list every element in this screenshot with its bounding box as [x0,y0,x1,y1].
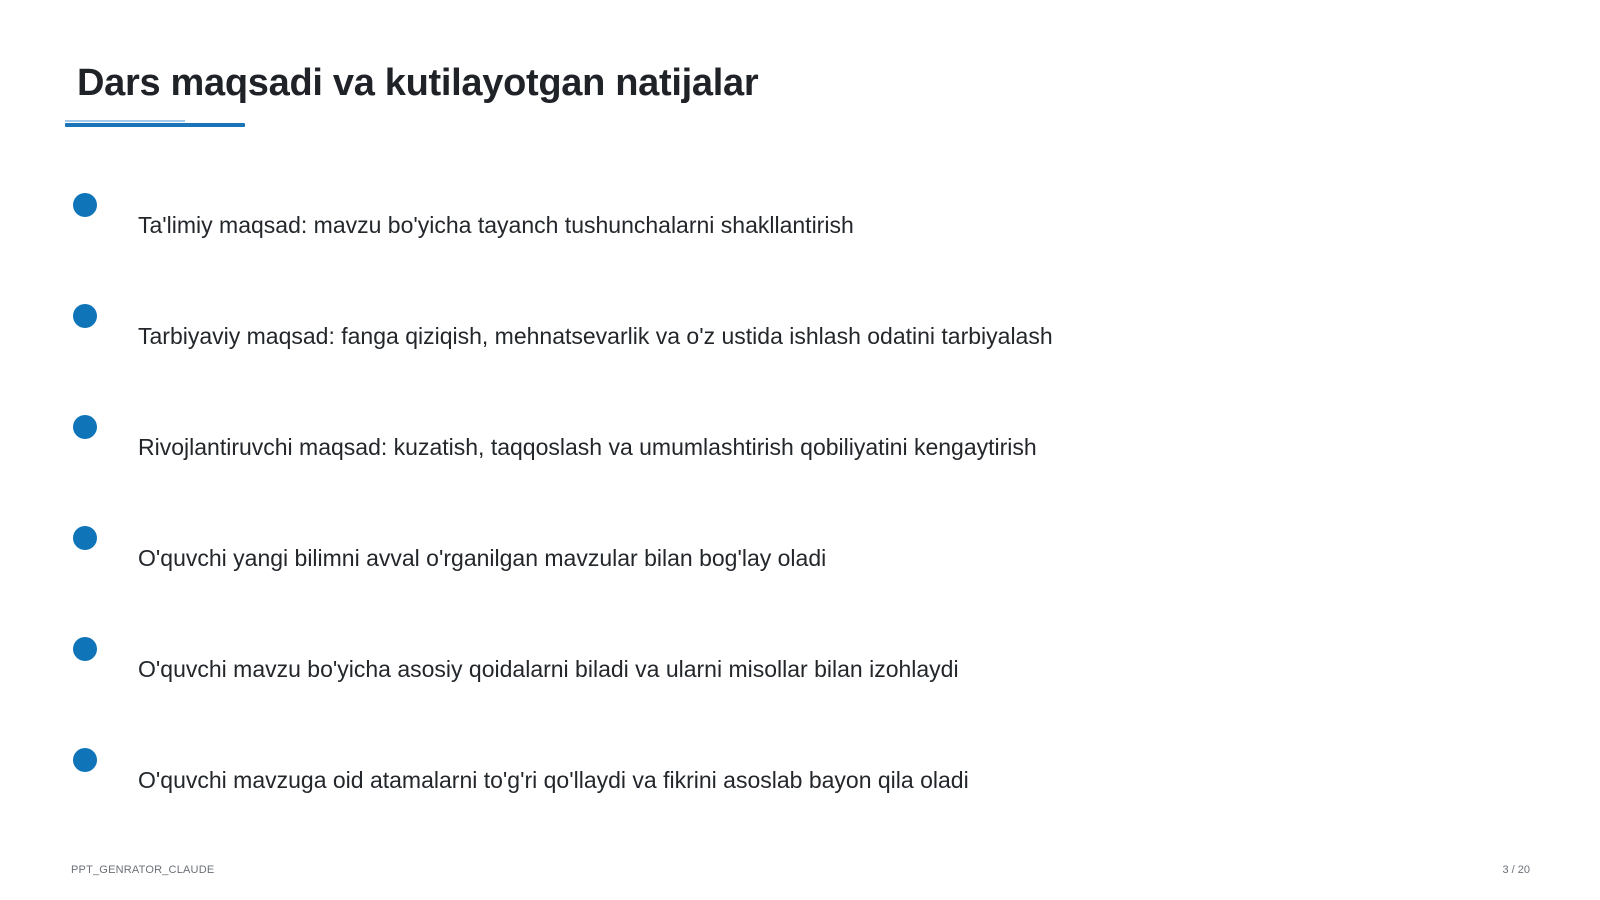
bullet-dot-icon [73,748,97,772]
list-item [72,526,1272,586]
title-underline-highlight [65,120,185,122]
bullet-text: Ta'limiy maqsad: mavzu bo'yicha tayanch tushunchalarni shakllantirish [138,212,854,238]
bullet-dot-icon [73,526,97,550]
title-underline [65,123,245,127]
bullet-dot-icon [73,637,97,661]
footer-label: PPT_GENRATOR_CLAUDE [71,864,215,876]
bullet-dot-icon [73,415,97,439]
list-item [72,193,1272,253]
list-item [72,748,1272,808]
page-indicator: 3 / 20 [1502,864,1530,876]
bullet-dot-icon [73,193,97,217]
bullet-text: O'quvchi yangi bilimni avval o'rganilgan mavzular bilan bog'lay oladi [138,545,827,571]
slide-title: Dars maqsadi va kutilayotgan natijalar [77,62,759,104]
bullet-text: O'quvchi mavzuga oid atamalarni to'g'ri qo'llaydi va fikrini asoslab bayon qila oladi [138,767,969,793]
bullet-text: Tarbiyaviy maqsad: fanga qiziqish, mehnatsevarlik va o'z ustida ishlash odatini tarbiyalash [138,323,1053,349]
list-item [72,304,1272,364]
bullet-dot-icon [73,304,97,328]
list-item [72,415,1272,475]
bullet-text: O'quvchi mavzu bo'yicha asosiy qoidalarni biladi va ularni misollar bilan izohlaydi [138,656,959,682]
list-item [72,637,1272,697]
bullet-text: Rivojlantiruvchi maqsad: kuzatish, taqqoslash va umumlashtirish qobiliyatini kengaytirish [138,434,1037,460]
